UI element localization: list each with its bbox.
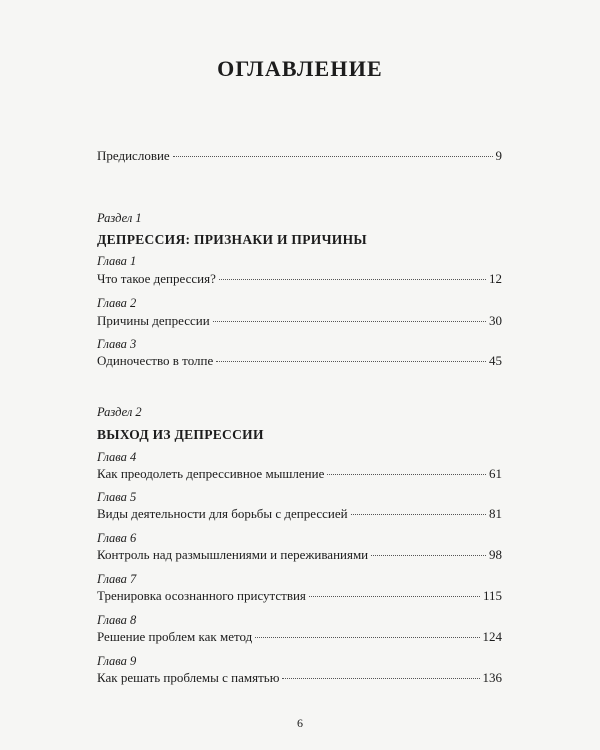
entry-page: 12 — [489, 271, 502, 286]
entry-page: 98 — [489, 547, 502, 562]
toc-entry[interactable] — [97, 271, 502, 287]
toc-entry[interactable] — [97, 547, 502, 563]
page-title: ОГЛАВЛЕНИЕ — [217, 56, 383, 81]
entry-page: 81 — [489, 506, 502, 521]
dot-leader — [309, 596, 480, 597]
entry-title: Что такое депрессия? — [97, 271, 216, 286]
toc-entry[interactable] — [97, 466, 502, 482]
entry-title: Одиночество в толпе — [97, 353, 214, 368]
dot-leader — [255, 637, 479, 638]
section-label: Раздел 2 — [97, 405, 142, 419]
entry-title: Как решать проблемы с памятью — [97, 670, 280, 685]
chapter-label: Глава 7 — [97, 572, 137, 586]
toc-entry[interactable] — [97, 353, 502, 369]
toc-entry[interactable] — [97, 313, 502, 329]
toc-entry[interactable] — [97, 629, 502, 645]
entry-title: Контроль над размышлениями и переживаниями — [97, 547, 369, 562]
toc-entry[interactable] — [97, 506, 502, 522]
chapter-label: Глава 5 — [97, 490, 137, 504]
dot-leader — [351, 514, 486, 515]
toc-entry-preface[interactable] — [97, 148, 502, 164]
dot-leader — [371, 555, 486, 556]
entry-title: Виды деятельности для борьбы с депрессией — [97, 506, 348, 521]
chapter-label: Глава 2 — [97, 296, 137, 310]
toc-entry[interactable] — [97, 670, 502, 686]
dot-leader — [216, 361, 486, 362]
section-title: ВЫХОД ИЗ ДЕПРЕССИИ — [97, 427, 264, 442]
chapter-label: Глава 8 — [97, 613, 137, 627]
chapter-label: Глава 3 — [97, 337, 137, 351]
chapter-label: Глава 1 — [97, 254, 137, 268]
section-label: Раздел 1 — [97, 211, 142, 225]
dot-leader — [173, 156, 493, 157]
entry-page: 61 — [489, 466, 502, 481]
dot-leader — [282, 678, 479, 679]
section-title: ДЕПРЕССИЯ: ПРИЗНАКИ И ПРИЧИНЫ — [97, 232, 367, 247]
page-number: 6 — [297, 716, 303, 730]
toc-entry[interactable] — [97, 588, 502, 604]
dot-leader — [213, 321, 486, 322]
entry-page: 9 — [495, 148, 502, 163]
entry-title: Причины депрессии — [97, 313, 210, 328]
entry-page: 124 — [482, 629, 502, 644]
dot-leader — [219, 279, 486, 280]
entry-page: 30 — [489, 313, 502, 328]
dot-leader — [327, 474, 486, 475]
entry-title: Как преодолеть депрессивное мышление — [97, 466, 325, 481]
entry-title: Тренировка осознанного присутствия — [97, 588, 306, 603]
chapter-label: Глава 9 — [97, 654, 137, 668]
entry-title: Предисловие — [97, 148, 170, 163]
entry-page: 45 — [489, 353, 502, 368]
chapter-label: Глава 4 — [97, 450, 137, 464]
chapter-label: Глава 6 — [97, 531, 137, 545]
entry-page: 115 — [482, 588, 502, 603]
entry-page: 136 — [482, 670, 502, 685]
entry-title: Решение проблем как метод — [97, 629, 253, 644]
